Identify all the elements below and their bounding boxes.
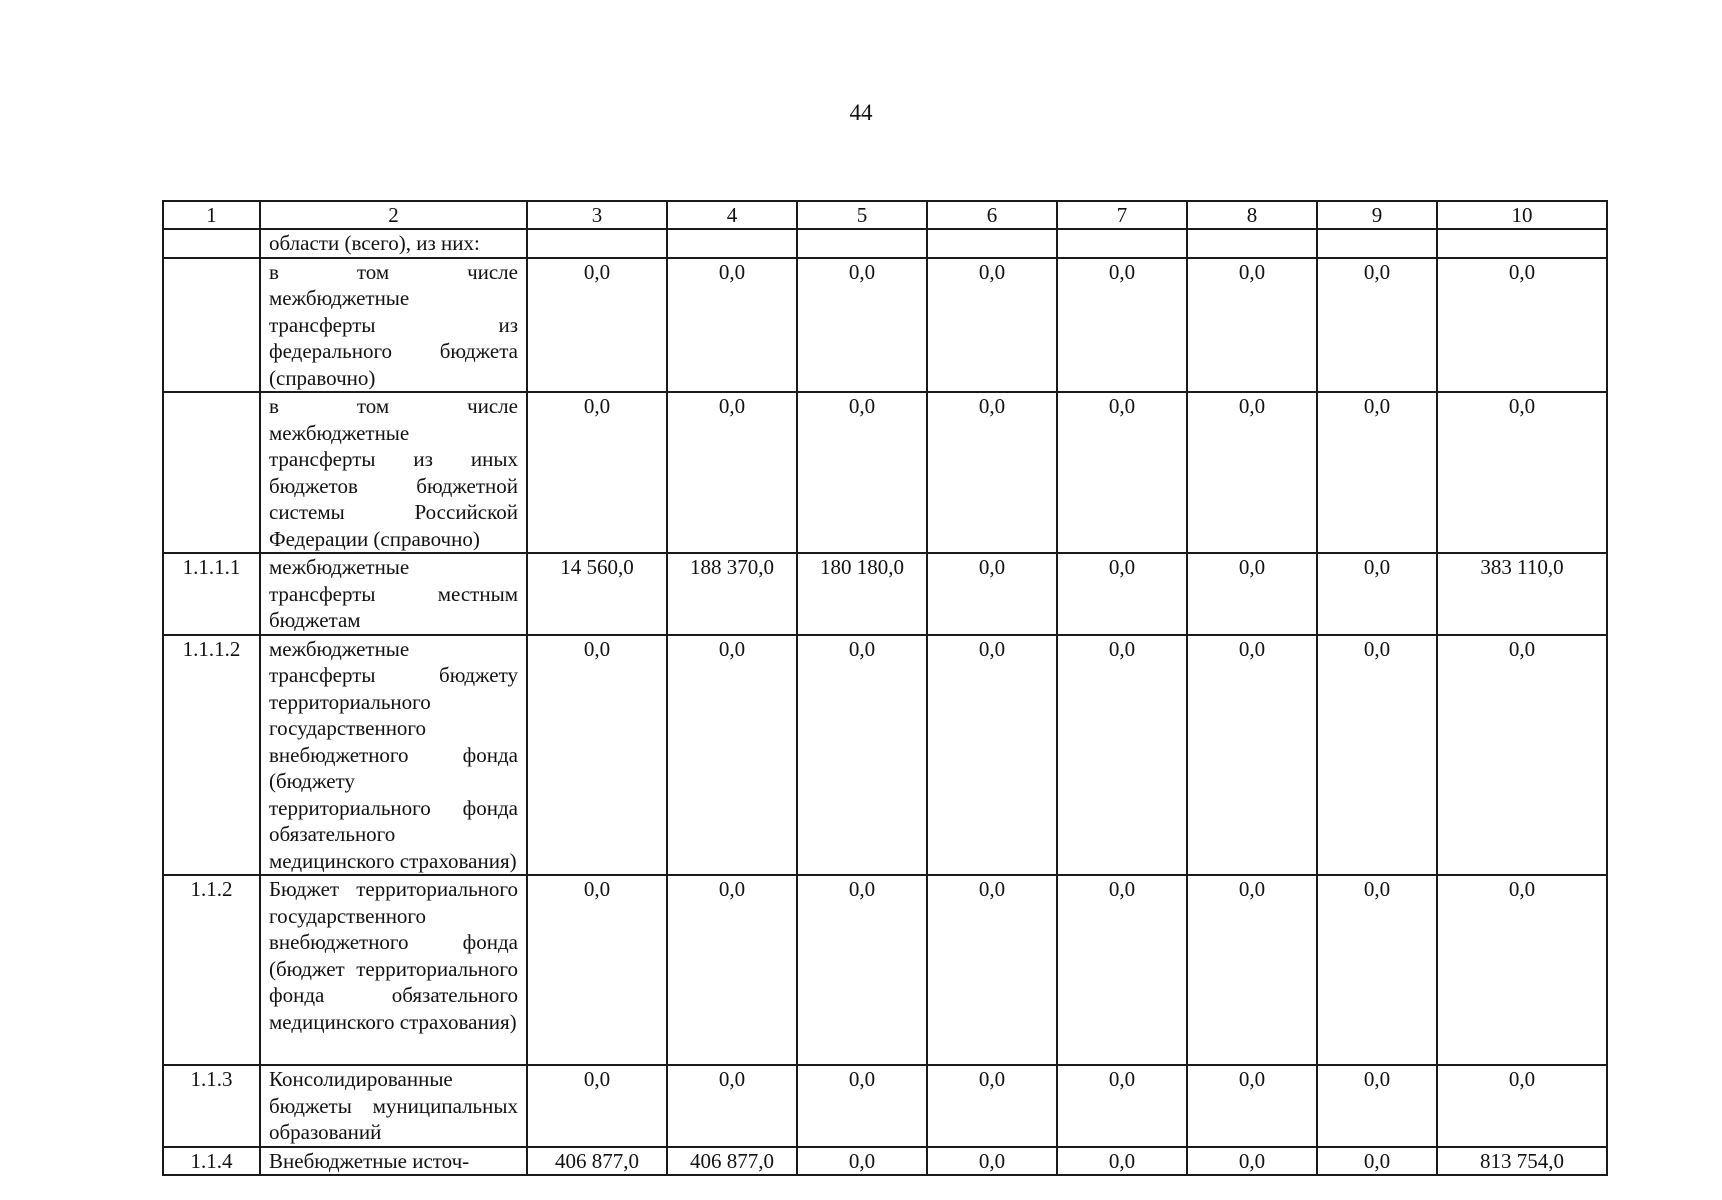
row-value: 406 877,0 xyxy=(667,1147,797,1176)
row-value: 188 370,0 xyxy=(667,553,797,635)
row-value: 0,0 xyxy=(527,1065,667,1147)
row-value: 0,0 xyxy=(1187,635,1317,876)
row-value xyxy=(927,229,1057,258)
row-value: 0,0 xyxy=(797,258,927,393)
row-value: 0,0 xyxy=(1317,1065,1437,1147)
row-value: 0,0 xyxy=(797,392,927,553)
row-value: 0,0 xyxy=(1057,875,1187,1065)
row-label: области (всего), из них: xyxy=(260,229,527,258)
column-number: 6 xyxy=(927,201,1057,229)
row-value: 0,0 xyxy=(1057,553,1187,635)
row-value xyxy=(1317,229,1437,258)
table-row xyxy=(163,1065,1607,1147)
budget-table xyxy=(162,200,1608,1176)
row-value: 0,0 xyxy=(1057,1147,1187,1176)
table-row xyxy=(163,229,1607,258)
row-value: 14 560,0 xyxy=(527,553,667,635)
row-value: 406 877,0 xyxy=(527,1147,667,1176)
row-value: 0,0 xyxy=(927,635,1057,876)
column-number: 1 xyxy=(163,201,260,229)
row-value: 0,0 xyxy=(1437,635,1607,876)
table-row xyxy=(163,635,1607,876)
row-value: 0,0 xyxy=(1187,1065,1317,1147)
row-value: 0,0 xyxy=(1437,1065,1607,1147)
row-label: Внебюджетные источ- xyxy=(260,1147,527,1176)
row-value: 0,0 xyxy=(1437,258,1607,393)
row-value: 0,0 xyxy=(1317,1147,1437,1176)
column-number: 5 xyxy=(797,201,927,229)
row-value: 0,0 xyxy=(667,392,797,553)
column-number-row xyxy=(163,201,1607,229)
row-value: 0,0 xyxy=(1057,1065,1187,1147)
row-value: 0,0 xyxy=(927,875,1057,1065)
table-row xyxy=(163,392,1607,553)
row-value: 0,0 xyxy=(1057,258,1187,393)
row-value: 0,0 xyxy=(667,875,797,1065)
row-value: 180 180,0 xyxy=(797,553,927,635)
column-number: 7 xyxy=(1057,201,1187,229)
page-number: 44 xyxy=(849,100,873,125)
row-value: 0,0 xyxy=(797,1147,927,1176)
row-number: 1.1.1.2 xyxy=(163,635,260,876)
table-row xyxy=(163,1147,1607,1176)
row-number: 1.1.1.1 xyxy=(163,553,260,635)
row-value: 0,0 xyxy=(527,875,667,1065)
column-number: 4 xyxy=(667,201,797,229)
row-value: 0,0 xyxy=(667,635,797,876)
row-value xyxy=(667,229,797,258)
column-number: 9 xyxy=(1317,201,1437,229)
row-number xyxy=(163,392,260,553)
row-value: 0,0 xyxy=(1187,258,1317,393)
row-value xyxy=(1057,229,1187,258)
row-value: 0,0 xyxy=(667,1065,797,1147)
row-value: 0,0 xyxy=(527,258,667,393)
row-value: 0,0 xyxy=(927,1147,1057,1176)
row-value: 0,0 xyxy=(1057,635,1187,876)
row-value: 0,0 xyxy=(797,1065,927,1147)
row-value: 0,0 xyxy=(1437,875,1607,1065)
row-value: 0,0 xyxy=(1187,392,1317,553)
row-value: 0,0 xyxy=(1317,875,1437,1065)
row-number xyxy=(163,258,260,393)
row-label: межбюджетные трансферты бюджету территориального государственного внебюджетного фонда (бюджету территориального фонда обязательного медицинского страхования) xyxy=(260,635,527,876)
row-value: 0,0 xyxy=(797,635,927,876)
row-value: 0,0 xyxy=(1187,1147,1317,1176)
row-value xyxy=(1437,229,1607,258)
row-value: 0,0 xyxy=(927,1065,1057,1147)
row-value: 0,0 xyxy=(927,258,1057,393)
row-number: 1.1.4 xyxy=(163,1147,260,1176)
column-number: 8 xyxy=(1187,201,1317,229)
table-row xyxy=(163,258,1607,393)
row-value xyxy=(797,229,927,258)
row-value: 0,0 xyxy=(927,553,1057,635)
column-number: 10 xyxy=(1437,201,1607,229)
row-label: межбюджетные трансферты местным бюджетам xyxy=(260,553,527,635)
row-value: 0,0 xyxy=(667,258,797,393)
column-number: 2 xyxy=(260,201,527,229)
row-value: 813 754,0 xyxy=(1437,1147,1607,1176)
table-row xyxy=(163,875,1607,1065)
row-value: 0,0 xyxy=(1057,392,1187,553)
row-value: 0,0 xyxy=(527,392,667,553)
row-value xyxy=(527,229,667,258)
row-label: Бюджет территориального государственного внебюджетного фонда (бюджет территориального фонда обязательного медицинского страхования) xyxy=(260,875,527,1065)
row-value: 383 110,0 xyxy=(1437,553,1607,635)
row-value: 0,0 xyxy=(1317,553,1437,635)
row-number: 1.1.3 xyxy=(163,1065,260,1147)
row-value: 0,0 xyxy=(927,392,1057,553)
row-value: 0,0 xyxy=(1187,553,1317,635)
row-label: Консолидированные бюджеты муниципальных образований xyxy=(260,1065,527,1147)
row-number xyxy=(163,229,260,258)
row-value: 0,0 xyxy=(1437,392,1607,553)
row-value: 0,0 xyxy=(1187,875,1317,1065)
row-value: 0,0 xyxy=(527,635,667,876)
row-value: 0,0 xyxy=(1317,258,1437,393)
row-value: 0,0 xyxy=(1317,635,1437,876)
row-label: в том числе межбюджетные трансферты из иных бюджетов бюджетной системы Российской Федерации (справочно) xyxy=(260,392,527,553)
row-number: 1.1.2 xyxy=(163,875,260,1065)
column-number: 3 xyxy=(527,201,667,229)
row-label: в том числе межбюджетные трансферты из федерального бюджета (справочно) xyxy=(260,258,527,393)
row-value xyxy=(1187,229,1317,258)
table-row xyxy=(163,553,1607,635)
row-value: 0,0 xyxy=(797,875,927,1065)
row-value: 0,0 xyxy=(1317,392,1437,553)
